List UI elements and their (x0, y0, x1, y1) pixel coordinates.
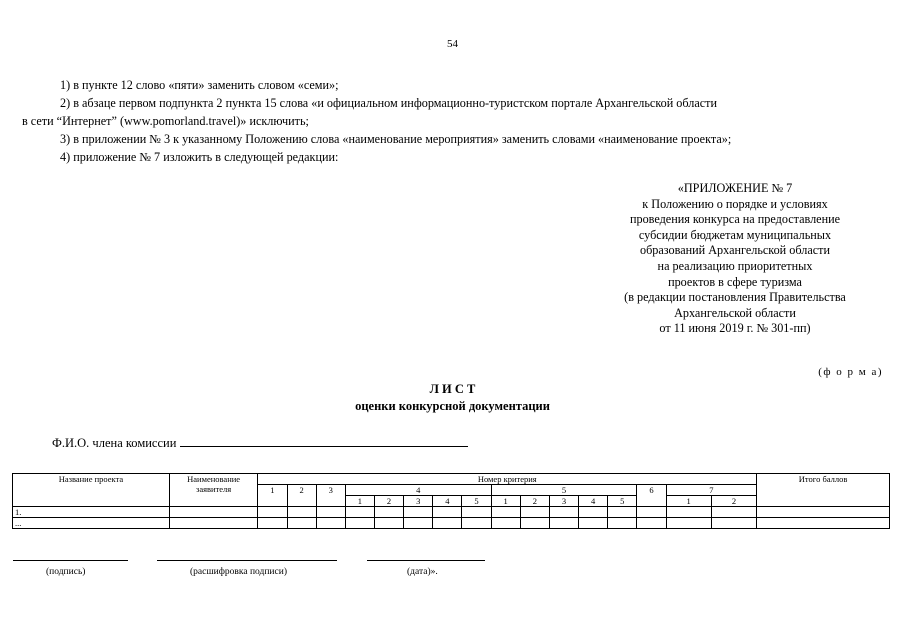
appendix-line: (в редакции постановления Правительства (624, 290, 846, 305)
criterion-7: 7 (666, 485, 757, 496)
signature-decode-label: (расшифровка подписи) (190, 567, 287, 577)
sub-criterion-4-2: 2 (374, 496, 403, 507)
header-criteria-number: Номер критерия (258, 474, 757, 485)
header-applicant-name: Наименование заявителя (169, 474, 257, 507)
fio-blank-line (180, 434, 468, 447)
signature-decode-line (157, 560, 337, 562)
appendix-line: проектов в сфере туризма (668, 274, 802, 289)
sub-criterion-7-1: 1 (666, 496, 711, 507)
criterion-6: 6 (637, 485, 666, 507)
sub-criterion-5-2: 2 (520, 496, 549, 507)
appendix-line: субсидии бюджетам муниципальных (638, 227, 832, 242)
table-row (13, 507, 890, 518)
criterion-2: 2 (287, 485, 316, 507)
sub-criterion-4-4: 4 (433, 496, 462, 507)
sub-criterion-5-3: 3 (549, 496, 578, 507)
row-number: 1. (13, 507, 170, 518)
amendment-2: 2) в абзаце первом подпункта 2 пункта 15 слова «и официальном информационно-туристском портале Архангельской области (60, 96, 718, 110)
appendix-line: проведения конкурса на предоставление (629, 212, 841, 227)
page-number: 54 (447, 38, 458, 50)
amendment-3: 3) в приложении № 3 к указанному Положению слова «наименование мероприятия» заменить словами «наименование проекта»; (60, 132, 732, 146)
document-title: Л И С Т (429, 382, 476, 396)
sub-criterion-5-1: 1 (491, 496, 520, 507)
amendment-1: 1) в пункте 12 слово «пяти» заменить словом «семи»; (60, 78, 339, 92)
appendix-line: образований Архангельской области (639, 243, 830, 258)
appendix-line: «ПРИЛОЖЕНИЕ № 7 (677, 181, 793, 195)
sub-criterion-7-2: 2 (711, 496, 756, 507)
criterion-1: 1 (258, 485, 287, 507)
appendix-header (575, 181, 895, 337)
header-project-name: Название проекта (13, 474, 170, 507)
row-number: ... (13, 518, 170, 529)
amendment-2-cont: в сети “Интернет” (www.pomorland.travel)» исключить; (22, 114, 309, 128)
evaluation-table (12, 473, 890, 529)
signature-label: (подпись) (46, 567, 86, 577)
sub-criterion-5-4: 4 (579, 496, 608, 507)
appendix-line: на реализацию приоритетных (657, 258, 813, 273)
fio-label: Ф.И.О. члена комиссии (52, 436, 177, 450)
forma-label: (ф о р м а) (818, 366, 883, 378)
fio-field (52, 434, 468, 451)
table-row (13, 518, 890, 529)
sub-criterion-5-5: 5 (608, 496, 637, 507)
date-line (367, 560, 485, 562)
sub-criterion-4-1: 1 (345, 496, 374, 507)
date-label: (дата)». (407, 567, 438, 577)
sub-criterion-4-5: 5 (462, 496, 491, 507)
header-total-score: Итого баллов (757, 474, 890, 507)
criterion-5: 5 (491, 485, 637, 496)
appendix-line: к Положению о порядке и условиях (642, 196, 828, 211)
document-subtitle: оценки конкурсной документации (355, 399, 550, 413)
criterion-4: 4 (345, 485, 491, 496)
appendix-line: от 11 июня 2019 г. № 301-пп) (659, 321, 811, 336)
signature-line (13, 560, 128, 562)
sub-criterion-4-3: 3 (404, 496, 433, 507)
appendix-line: Архангельской области (674, 305, 796, 320)
criterion-3: 3 (316, 485, 345, 507)
amendment-4: 4) приложение № 7 изложить в следующей редакции: (60, 150, 339, 164)
